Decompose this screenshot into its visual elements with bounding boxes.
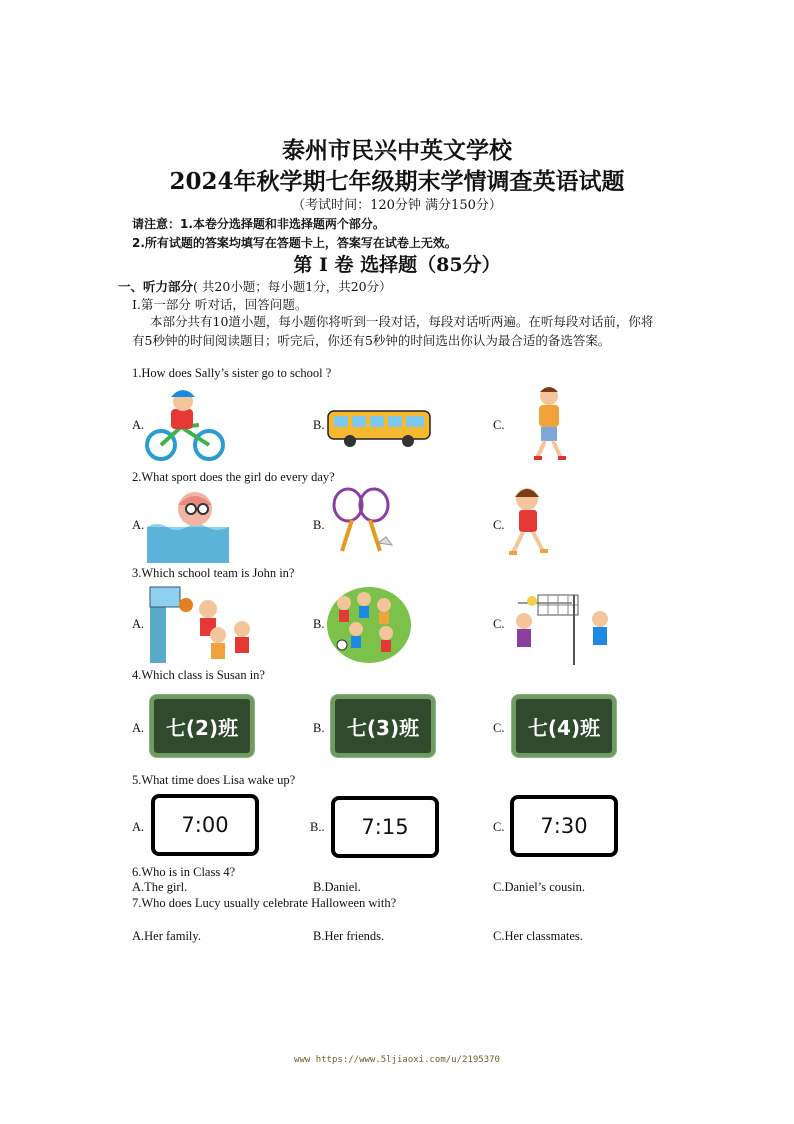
badminton-image: [326, 487, 396, 559]
clock-a: 7:00: [151, 794, 259, 856]
q4-option-a[interactable]: A.: [132, 721, 145, 735]
instructions: 本部分共有10道小题，每小题你将听到一段对话，每段对话听两遍。在听每段对话前，你将有5秒钟的时间阅读题目；听完后，你还有5秒钟的时间选出你认为最合适的备选答案。: [132, 314, 654, 348]
q6-option-b[interactable]: B.Daniel.: [313, 880, 361, 894]
q7-option-b[interactable]: B.Her friends.: [313, 929, 385, 943]
q6-option-c[interactable]: C.Daniel’s cousin.: [493, 880, 586, 894]
q3-option-a[interactable]: A.: [132, 617, 145, 631]
question-4: 4.Which class is Susan in?: [132, 668, 265, 682]
part-heading: [118, 277, 392, 295]
class-board-a: 七(2)班: [150, 695, 254, 757]
bike-boy-image: [143, 385, 227, 463]
exam-info: （考试时间：120分钟 满分150分）: [292, 198, 502, 213]
clock-b: 7:15: [331, 796, 439, 858]
q1-option-a[interactable]: A.: [132, 418, 145, 432]
swimming-image: [147, 487, 229, 563]
bus-image: [326, 408, 432, 448]
question-2: 2.What sport does the girl do every day?: [132, 470, 335, 484]
volleyball-image: [508, 583, 620, 665]
note-line-1: 请注意：1.本卷分选择题和非选择题两个部分。: [132, 217, 385, 231]
q5-option-b[interactable]: B..: [310, 820, 325, 834]
q6-option-a[interactable]: A.The girl.: [132, 880, 188, 894]
part-prefix: 一、听力部分: [118, 279, 194, 294]
question-7: 7.Who does Lucy usually celebrate Halloween with?: [132, 896, 397, 910]
q2-option-b[interactable]: B.: [313, 518, 325, 532]
q4-option-b[interactable]: B.: [313, 721, 325, 735]
note-line-2: 2.所有试题的答案均填写在答题卡上，答案写在试卷上无效。: [132, 236, 457, 250]
q1-option-b[interactable]: B.: [313, 418, 325, 432]
q5-option-a[interactable]: A.: [132, 820, 145, 834]
q4-option-c[interactable]: C.: [493, 721, 505, 735]
footer-url[interactable]: www https://www.5ljiaoxi.com/u/2195370: [294, 1055, 500, 1065]
question-1: 1.How does Sally’s sister go to school ?: [132, 366, 332, 380]
walking-girl-image: [525, 384, 575, 464]
class-board-c: 七(4)班: [512, 695, 616, 757]
q5-option-c[interactable]: C.: [493, 820, 505, 834]
clock-c: 7:30: [510, 795, 618, 857]
part-detail: ( 共20小题；每小题1分，共20分）: [193, 279, 392, 294]
section-title: 第 I 卷 选择题（85分）: [293, 254, 501, 276]
q2-option-a[interactable]: A.: [132, 518, 145, 532]
q7-option-c[interactable]: C.Her classmates.: [493, 929, 583, 943]
running-girl-image: [505, 485, 555, 563]
question-5: 5.What time does Lisa wake up?: [132, 773, 296, 787]
school-name: 泰州市民兴中英文学校: [282, 137, 512, 164]
exam-title: 2024年秋学期七年级期末学情调查英语试题: [169, 168, 625, 195]
class-board-b: 七(3)班: [331, 695, 435, 757]
question-3: 3.Which school team is John in?: [132, 566, 295, 580]
football-image: [326, 583, 412, 665]
q2-option-c[interactable]: C.: [493, 518, 505, 532]
part-sub: Ⅰ.第一部分 听对话，回答问题。: [132, 297, 308, 312]
q3-option-b[interactable]: B.: [313, 617, 325, 631]
q7-option-a[interactable]: A.Her family.: [132, 929, 201, 943]
q1-option-c[interactable]: C.: [493, 418, 505, 432]
basketball-image: [146, 583, 258, 665]
question-6: 6.Who is in Class 4?: [132, 865, 236, 879]
q3-option-c[interactable]: C.: [493, 617, 505, 631]
